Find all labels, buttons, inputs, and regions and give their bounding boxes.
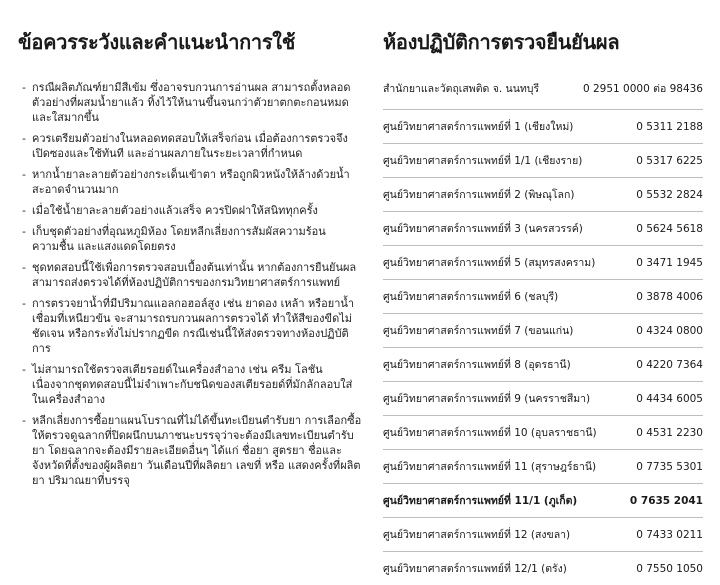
lab-name: ศูนย์วิทยาศาสตร์การแพทย์ที่ 1 (เชียงใหม่) [383,121,574,133]
lab-row [383,348,703,382]
lab-phone: 0 5311 2188 [636,120,703,133]
precaution-item: - ไม่สามารถใช้ตรวจสเตียรอยด์ในเครื่องสำอาง เช่น ครีม โลชัน เนื่องจากชุดทดสอบนี้ไม่จำเพาะกับชนิดของสเตียรอยด์ที่มักลักลอบใส่ในเครื่องสำอาง [18,362,363,407]
precaution-item: - เก็บชุดตัวอย่างที่อุณหภูมิห้อง โดยหลีกเลี่ยงการสัมผัสความร้อน ความชื้น และแสงแดดโดยตรง [18,224,363,254]
precaution-item: - หากน้ำยาละลายตัวอย่างกระเด็นเข้าตา หรือถูกผิวหนังให้ล้างด้วยน้ำสะอาดจำนวนมาก [18,167,363,197]
lab-phone: 0 4324 0800 [636,324,703,337]
lab-phone: 0 7433 0211 [636,528,703,541]
lab-name: ศูนย์วิทยาศาสตร์การแพทย์ที่ 7 (ขอนแก่น) [383,325,574,337]
precaution-item: - เมื่อใช้น้ำยาละลายตัวอย่างแล้วเสร็จ ควรปิดฝาให้สนิททุกครั้ง [18,203,363,218]
lab-row [383,246,703,280]
lab-row [383,518,703,552]
lab-row-highlighted [383,484,703,518]
precaution-item: - การตรวจยาน้ำที่มีปริมาณแอลกอฮอล์สูง เช่น ยาดอง เหล้า หรือยาน้ำเชื่อมที่เหนียวข้น จะสามารถรบกวนผลการตรวจได้ ทำให้สีของขีดไม่ชัดเจน หรือกระทั่งไม่ปรากฏขีด กรณีเช่นนี้ให้ส่งตรวจทางห้องปฏิบัติการ [18,296,363,356]
labs-title: ห้องปฏิบัติการตรวจยืนยันผล [383,30,620,54]
lab-row [383,144,703,178]
lab-row [383,552,703,585]
labs-section [383,26,703,585]
lab-name: ศูนย์วิทยาศาสตร์การแพทย์ที่ 2 (พิษณุโลก) [383,189,575,201]
lab-row [383,450,703,484]
lab-row [383,314,703,348]
lab-phone: 0 4220 7364 [636,358,703,371]
lab-row [383,178,703,212]
lab-row [383,110,703,144]
lab-name: ศูนย์วิทยาศาสตร์การแพทย์ที่ 1/1 (เชียงราย) [383,155,583,167]
precaution-item: - กรณีผลิตภัณฑ์ยามีสีเข้ม ซึ่งอาจรบกวนการอ่านผล สามารถตั้งหลอดตัวอย่างที่ผสมน้ำยาแล้ว ทิ้งไว้ให้นานขึ้นจนกว่าตัวยาตกตะกอนหมดและใสมากขึ้น [18,80,363,125]
lab-phone: 0 7550 1050 [636,562,703,575]
lab-row [383,416,703,450]
precaution-item: - ควรเตรียมตัวอย่างในหลอดทดสอบให้เสร็จก่อน เมื่อต้องการตรวจจึงเปิดซองและใช้ทันที และอ่านผลภายในระยะเวลาที่กำหนด [18,131,363,161]
hq-lab-row [383,80,703,110]
hq-lab-phone: 0 2951 0000 ต่อ 98436 [582,83,703,95]
lab-phone: 0 3878 4006 [636,290,703,303]
lab-name: ศูนย์วิทยาศาสตร์การแพทย์ที่ 3 (นครสวรรค์) [383,223,583,235]
lab-name: ศูนย์วิทยาศาสตร์การแพทย์ที่ 8 (อุดรธานี) [383,359,571,371]
lab-name: ศูนย์วิทยาศาสตร์การแพทย์ที่ 6 (ชลบุรี) [383,291,559,303]
lab-name: ศูนย์วิทยาศาสตร์การแพทย์ที่ 12/1 (ตรัง) [383,563,567,575]
precaution-item: - ชุดทดสอบนี้ใช้เพื่อการตรวจสอบเบื้องต้นเท่านั้น หากต้องการยืนยันผลสามารถส่งตรวจได้ที่ห้องปฏิบัติการของกรมวิทยาศาสตร์การแพทย์ [18,260,363,290]
lab-name: ศูนย์วิทยาศาสตร์การแพทย์ที่ 9 (นครราชสีมา) [383,393,591,405]
lab-name: ศูนย์วิทยาศาสตร์การแพทย์ที่ 5 (สมุทรสงคราม) [383,257,596,269]
precautions-title: ข้อควรระวังและคำแนะนำการใช้ [18,30,296,54]
lab-phone: 0 7635 2041 [629,494,703,507]
lab-phone: 0 5624 5618 [636,222,703,235]
hq-lab-name: สำนักยาและวัตถุเสพติด จ. นนทบุรี [383,83,540,95]
lab-phone: 0 3471 1945 [636,256,703,269]
lab-name: ศูนย์วิทยาศาสตร์การแพทย์ที่ 11/1 (ภูเก็ต) [383,495,578,507]
lab-phone: 0 5532 2824 [636,188,703,201]
lab-name: ศูนย์วิทยาศาสตร์การแพทย์ที่ 12 (สงขลา) [383,529,571,541]
precautions-list [18,80,363,488]
lab-row [383,382,703,416]
lab-phone: 0 7735 5301 [636,460,703,473]
lab-name: ศูนย์วิทยาศาสตร์การแพทย์ที่ 11 (สุราษฎร์ธานี) [383,461,597,473]
lab-row [383,212,703,246]
precautions-section [18,26,363,494]
precaution-item: - หลีกเลี่ยงการซื้อยาแผนโบราณที่ไม่ได้ขึ้นทะเบียนตำรับยา การเลือกซื้อให้ตรวจดูฉลากที่ปิดผนึกบนภาชนะบรรจุว่าจะต้องมีเลขทะเบียนตำรับยา โดยฉลากจะต้องมีรายละเอียดอื่นๆ ได้แก่ ชื่อยา สูตรยา ชื่อและจังหวัดที่ตั้งของผู้ผลิตยา วันเดือนปีที่ผลิตยา เลขที่ หรือ แสดงครั้งที่ผลิตยา ปริมาณยาที่บรรจุ [18,413,363,488]
lab-phone: 0 4434 6005 [636,392,703,405]
lab-phone: 0 4531 2230 [636,426,703,439]
lab-phone: 0 5317 6225 [636,154,703,167]
lab-name: ศูนย์วิทยาศาสตร์การแพทย์ที่ 10 (อุบลราชธานี) [383,427,597,439]
lab-row [383,280,703,314]
